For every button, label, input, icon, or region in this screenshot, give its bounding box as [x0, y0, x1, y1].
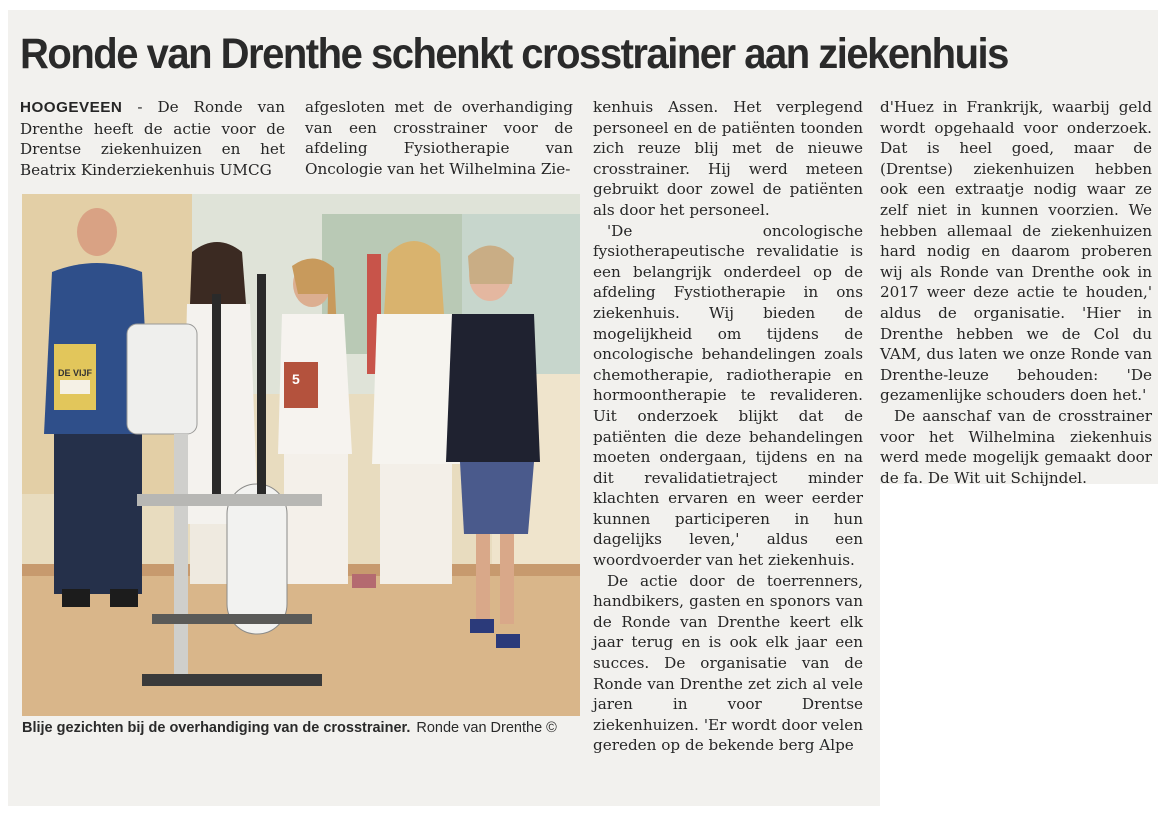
column-2-text: afgesloten met de overhandiging van een crosstrainer voor de afdeling Fysiotherapie van Oncologie van het Wilhelmina Zie- — [305, 98, 573, 178]
column-3-paragraph-2: 'De oncologische fysiotherapeutische revalidatie is een belangrijk onderdeel op de afdeling Fystiotherapie in ons ziekenhuis. Wij bieden de mogelijkheid om tijdens de oncologische behandelingen zoals chemotherapie, radiotherapie en hormoontherapie te revalideren. Uit onderzoek blijkt dat de patiënten die deze behandelingen moeten ondergaan, tijdens en na dit revalidatietraject minder klachten ervaren en weer eerder kunnen participeren in hun dagelijks leven,' aldus een woordvoerder van het ziekenhuis. — [593, 221, 863, 570]
page-margin — [0, 806, 1170, 821]
column-3-paragraph-3: De actie door de toerrenners, handbikers, gasten en sponors van de Ronde van Drenthe keert elk jaar terug en is ook elk jaar een succes. De organisatie van de Ronde van Drenthe zet zich al vele jaren in voor Drentse ziekenhuizen. 'Er wordt door velen gereden op de bekende berg Alpe — [593, 571, 863, 755]
photo-caption — [22, 720, 602, 736]
article-column-4 — [880, 97, 1152, 488]
article-photo — [22, 194, 580, 716]
caption-text: Blije gezichten bij de overhandiging van de crosstrainer. — [22, 720, 411, 736]
lead-text: - De Ronde van Drenthe heeft de actie voor de Drentse ziekenhuizen en het Beatrix Kinderziekenhuis UMCG — [20, 98, 285, 179]
photo-credit: Ronde van Drenthe © — [416, 720, 557, 736]
article-column-3 — [593, 97, 863, 756]
article-column-2 — [305, 97, 573, 179]
column-4-paragraph-1: d'Huez in Frankrijk, waarbij geld wordt opgehaald voor onderzoek. Dat is heel goed, maar de (Drentse) ziekenhuizen hebben ook een extraatje nodig waar ze zelf niet in kunnen voorzien. We hebben allemaal de ziekenhuizen hard nodig en daarom proberen wij als Ronde van Drenthe ook in 2017 weer deze actie te houden,' aldus de organisatie. 'Hier in Drenthe hebben we de Col du VAM, dus laten we onze Ronde van Drenthe-leuze behouden: 'De gezamenlijke schouders doen het.' — [880, 98, 1152, 405]
article-column-1 — [20, 97, 285, 180]
column-3-paragraph-1: kenhuis Assen. Het verplegend personeel en de patiënten toonden zich reuze blij met de nieuwe crosstrainer. Hij werd meteen gebruikt door zowel de patiënten als door het personeel. — [593, 98, 863, 219]
poster-text: 5 — [292, 371, 300, 387]
headline: Ronde van Drenthe schenkt crosstrainer aan ziekenhuis — [20, 30, 1008, 78]
dateline: HOOGEVEEN — [20, 99, 123, 116]
book-cover-text: DE VIJF — [58, 368, 93, 378]
column-4-paragraph-2: De aanschaf van de crosstrainer voor het Wilhelmina ziekenhuis werd mede mogelijk gemaakt door de fa. De Wit uit Schijndel. — [880, 406, 1152, 487]
clipping-cutout — [880, 484, 1170, 821]
